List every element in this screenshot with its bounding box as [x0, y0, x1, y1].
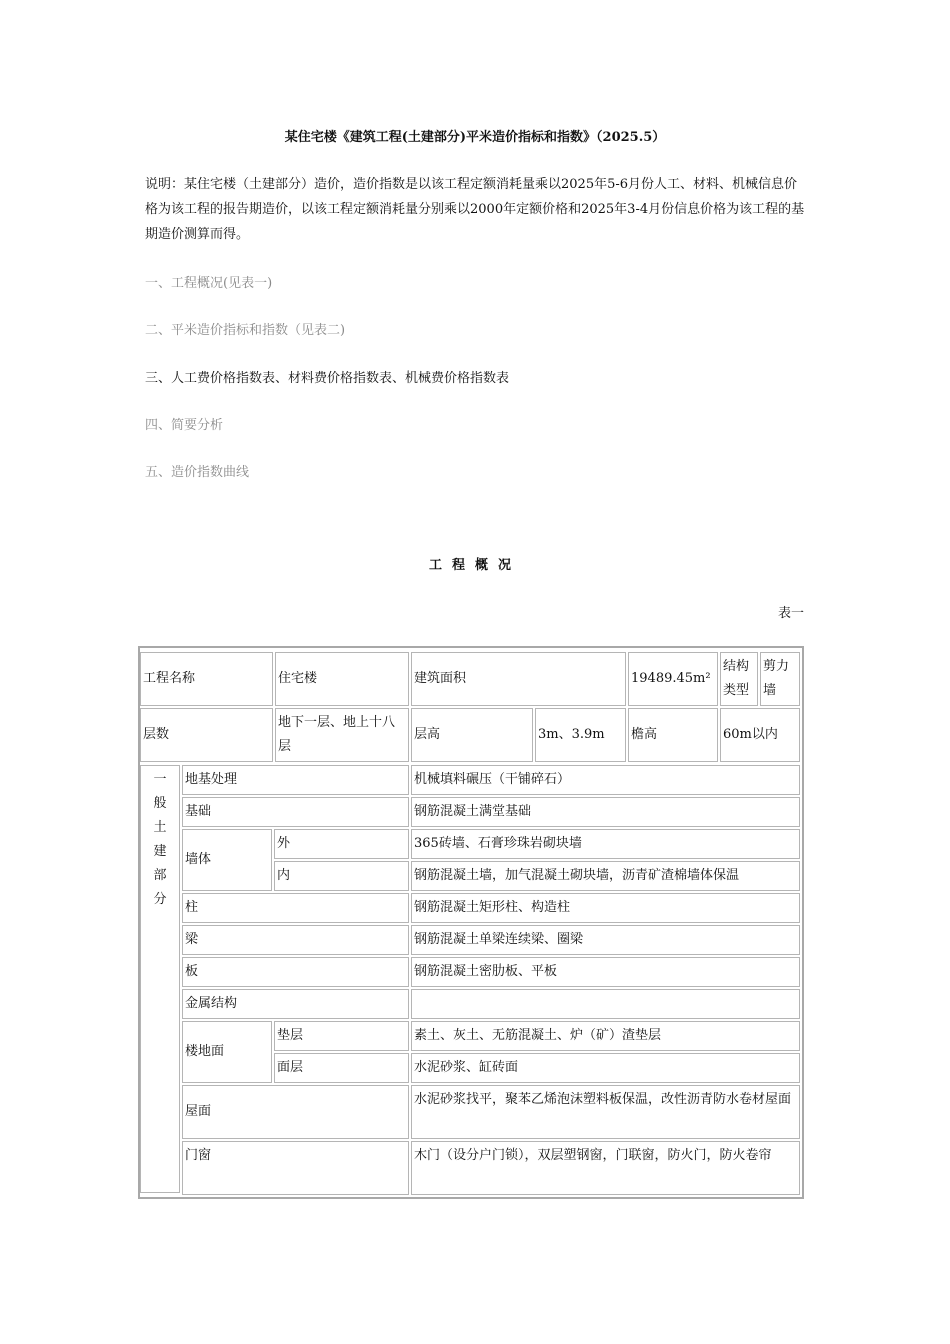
wall-inner-value: 钢筋混凝土墙，加气混凝土砌块墙，沥青矿渣棉墙体保温: [411, 861, 800, 891]
project-overview-table: [138, 646, 804, 1199]
toc-item-2[interactable]: 二、平米造价指标和指数（见表二): [145, 323, 346, 338]
project-name-value: 住宅楼: [275, 652, 409, 706]
general-civil-group-label: 一般土建部分: [140, 765, 180, 1193]
toc-item-3: 三、人工费价格指数表、材料费价格指数表、机械费价格指数表: [145, 371, 510, 386]
floor-height-value: 3m、3.9m: [535, 708, 626, 762]
foundation-treatment-value: 机械填料碾压（干铺碎石）: [411, 765, 800, 795]
toc-item-1[interactable]: 一、工程概况(见表一): [145, 276, 273, 291]
floor-label: 楼地面: [182, 1021, 272, 1083]
area-value: 19489.45m²: [628, 652, 718, 706]
wall-outer-label: 外: [274, 829, 409, 859]
floor-cushion-value: 素土、灰土、无筋混凝土、炉（矿）渣垫层: [411, 1021, 800, 1051]
wall-label: 墙体: [182, 829, 272, 891]
section-title: 工程概况: [428, 558, 521, 573]
metal-structure-label: 金属结构: [182, 989, 409, 1019]
floor-surface-value: 水泥砂浆、缸砖面: [411, 1053, 800, 1083]
doors-windows-label: 门窗: [182, 1141, 409, 1195]
document-title: 某住宅楼《建筑工程(土建部分)平米造价指标和指数》（2025.5）: [284, 130, 666, 145]
slab-label: 板: [182, 957, 409, 987]
beam-label: 梁: [182, 925, 409, 955]
column-value: 钢筋混凝土矩形柱、构造柱: [411, 893, 800, 923]
floors-value: 地下一层、地上十八层: [275, 708, 409, 762]
doors-windows-value: 木门（设分户门锁），双层塑钢窗，门联窗，防火门，防火卷帘: [411, 1141, 800, 1195]
floor-height-label: 层高: [411, 708, 533, 762]
floors-label: 层数: [140, 708, 273, 762]
wall-inner-label: 内: [274, 861, 409, 891]
floor-cushion-label: 垫层: [274, 1021, 409, 1051]
wall-outer-value: 365砖墙、石膏珍珠岩砌块墙: [411, 829, 800, 859]
toc-item-4[interactable]: 四、简要分析: [145, 418, 224, 433]
foundation-treatment-label: 地基处理: [182, 765, 409, 795]
structure-value: 剪力墙: [760, 652, 800, 706]
area-label: 建筑面积: [411, 652, 626, 706]
slab-value: 钢筋混凝土密肋板、平板: [411, 957, 800, 987]
roof-label: 屋面: [182, 1085, 409, 1139]
eave-value: 60m以内: [720, 708, 800, 762]
beam-value: 钢筋混凝土单梁连续梁、圈梁: [411, 925, 800, 955]
floor-surface-label: 面层: [274, 1053, 409, 1083]
foundation-value: 钢筋混凝土满堂基础: [411, 797, 800, 827]
project-name-label: 工程名称: [140, 652, 273, 706]
intro-paragraph: 说明：某住宅楼（土建部分）造价，造价指数是以该工程定额消耗量乘以2025年5-6月份人工、材料、机械信息价格为该工程的报告期造价，以该工程定额消耗量分别乘以2000年定额价格和2025年3-4月份信息价格为该工程的基期造价测算而得。: [145, 177, 805, 242]
roof-value: 水泥砂浆找平，聚苯乙烯泡沫塑料板保温，改性沥青防水卷材屋面: [411, 1085, 800, 1139]
metal-structure-value: [411, 989, 800, 1019]
toc-item-5[interactable]: 五、造价指数曲线: [145, 465, 250, 480]
structure-label: 结构类型: [720, 652, 758, 706]
table-number: 表一: [778, 606, 805, 621]
foundation-label: 基础: [182, 797, 409, 827]
eave-label: 檐高: [628, 708, 718, 762]
column-label: 柱: [182, 893, 409, 923]
